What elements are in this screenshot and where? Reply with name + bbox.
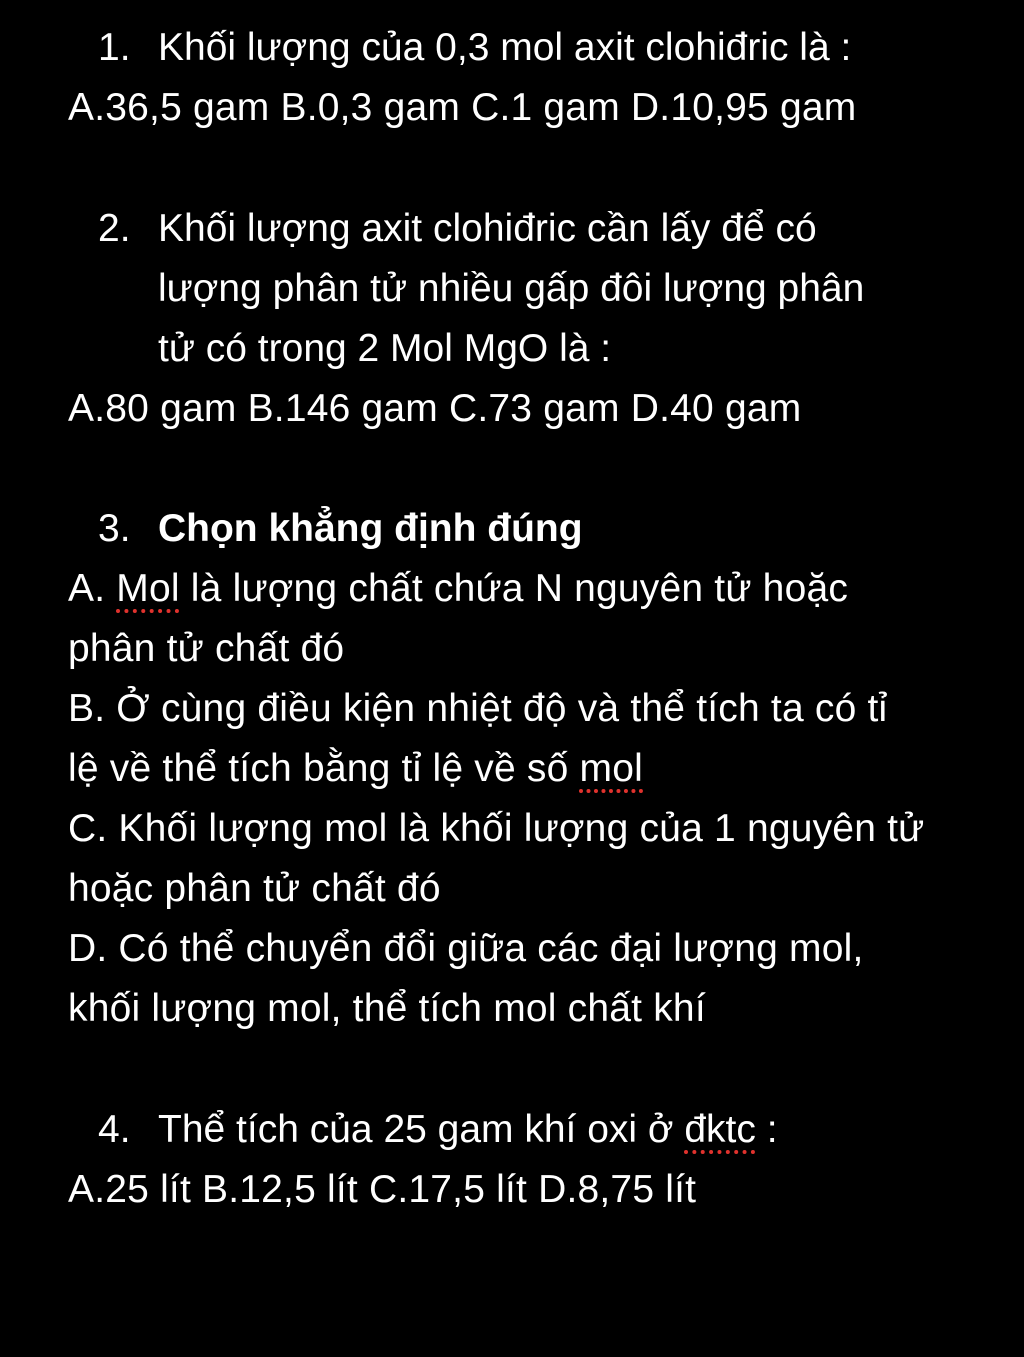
question-number: 1.	[98, 26, 131, 69]
question-2-stem	[98, 199, 817, 259]
question-number: 3.	[98, 507, 131, 550]
question-text: Chọn khẳng định đúng	[158, 507, 583, 550]
spellcheck-word[interactable]: đktc	[684, 1108, 756, 1151]
question-text: Khối lượng của 0,3 mol axit clohiđric là :	[158, 26, 852, 69]
answer-c-line-2: hoặc phân tử chất đó	[68, 867, 441, 910]
question-number: 4.	[98, 1108, 131, 1151]
question-text: Khối lượng axit clohiđric cần lấy để có	[158, 207, 817, 250]
question-4-stem	[98, 1100, 778, 1160]
answer-b-line-2	[68, 739, 643, 799]
question-4-answers: A.25 lít B.12,5 lít C.17,5 lít D.8,75 lít	[68, 1168, 697, 1211]
answer-d-line-1: D. Có thể chuyển đổi giữa các đại lượng mol,	[68, 927, 864, 970]
question-text-end: :	[755, 1108, 778, 1151]
spellcheck-word[interactable]: Mol	[116, 567, 180, 610]
answer-a-text: là lượng chất chứa N nguyên tử hoặc	[179, 567, 849, 610]
answer-c-line-1: C. Khối lượng mol là khối lượng của 1 nguyên tử	[68, 807, 925, 850]
question-number: 2.	[98, 207, 131, 250]
spellcheck-word[interactable]: mol	[579, 747, 643, 790]
answer-a-line-1	[68, 559, 848, 619]
question-3-stem	[98, 499, 583, 559]
question-1-stem	[98, 18, 851, 78]
question-text: Thể tích của 25 gam khí oxi ở	[158, 1108, 685, 1151]
answer-a-line-2: phân tử chất đó	[68, 627, 345, 670]
answer-d-line-2: khối lượng mol, thể tích mol chất khí	[68, 987, 706, 1030]
question-2-answers: A.80 gam B.146 gam C.73 gam D.40 gam	[68, 387, 802, 430]
answer-b-text: lệ về thể tích bằng tỉ lệ về số	[68, 747, 580, 790]
question-2-stem-continued: lượng phân tử nhiều gấp đôi lượng phân	[158, 267, 865, 310]
answer-a-label: A.	[68, 567, 117, 610]
answer-b-line-1: B. Ở cùng điều kiện nhiệt độ và thể tích ta có tỉ	[68, 687, 888, 730]
question-2-stem-continued: tử có trong 2 Mol MgO là :	[158, 327, 612, 370]
question-1-answers: A.36,5 gam B.0,3 gam C.1 gam D.10,95 gam	[68, 86, 857, 129]
